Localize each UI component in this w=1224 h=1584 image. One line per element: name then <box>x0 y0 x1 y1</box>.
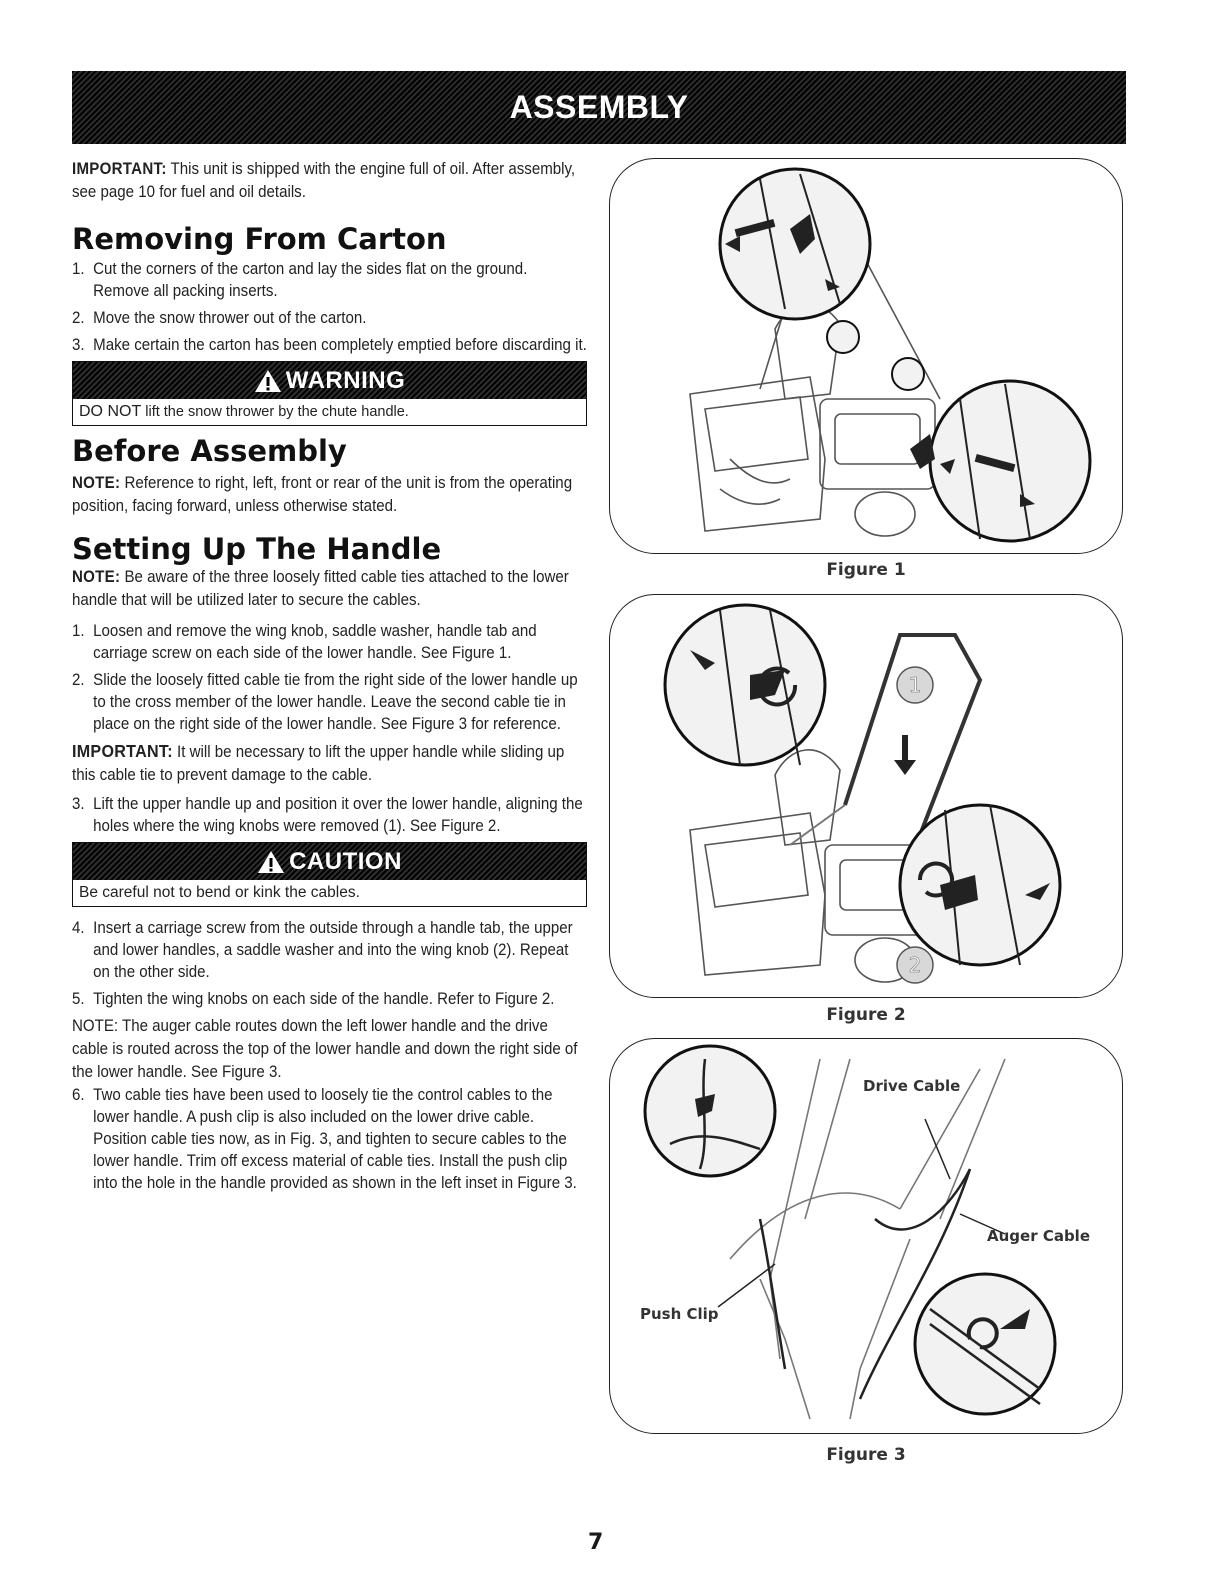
list-item: 1. Cut the corners of the carton and lay the sides flat on the ground. Remove all packing inserts. <box>72 260 528 300</box>
handle-steps-c <box>72 917 587 1010</box>
handle-steps-d <box>72 1084 587 1194</box>
text-column <box>72 158 587 1199</box>
auger-cable-label: Auger Cable <box>987 1227 1091 1245</box>
down-arrow-icon <box>894 735 916 775</box>
figure-1-caption: Figure 1 <box>826 560 906 580</box>
intro-text: This unit is shipped with the engine full of oil. After assembly, see page 10 for fuel and oil details. <box>72 160 576 201</box>
removing-heading: Removing From Carton <box>72 222 447 256</box>
figure-2-illustration <box>609 594 1123 998</box>
warning-header <box>73 362 586 399</box>
figure-1-illustration <box>609 158 1123 554</box>
warning-text: DO NOT lift the snow thrower by the chute handle. <box>79 403 409 420</box>
page-number: 7 <box>588 1530 604 1555</box>
caution-title: CAUTION <box>289 847 402 875</box>
handle-steps-a <box>72 620 587 735</box>
note2-paragraph: NOTE: The auger cable routes down the left lower handle and the drive cable is routed across the top of the lower handle and down the right side of the lower handle. See Figure 3. <box>72 1017 578 1081</box>
handle-heading: Setting Up The Handle <box>72 532 442 566</box>
list-item: 6. Two cable ties have been used to loosely tie the control cables to the lower handle. A push clip is also included on the lower drive cable. Position cable ties now, as in Fig. 3, and tighten to secure cables to the lower handle. Trim off excess material of cable ties. Install the push clip into the hole in the handle provided as shown in the left inset in Figure 3. <box>72 1086 577 1192</box>
intro-label: IMPORTANT: <box>72 160 167 178</box>
figure-3-illustration <box>609 1038 1123 1434</box>
banner-title: ASSEMBLY <box>509 89 689 125</box>
section-banner <box>72 71 1126 144</box>
caution-box <box>72 842 587 907</box>
warning-title: WARNING <box>285 366 406 394</box>
before-note: NOTE: Reference to right, left, front or rear of the unit is from the operating position, facing forward, unless otherwise stated. <box>72 474 573 515</box>
handle-steps-b <box>72 793 587 837</box>
callout-1: 1 <box>908 673 922 697</box>
before-heading: Before Assembly <box>72 434 347 468</box>
push-clip-label: Push Clip <box>640 1305 719 1323</box>
handle-note: NOTE: Be aware of the three loosely fitted cable ties attached to the lower handle that will be utilized later to secure the cables. <box>72 568 569 609</box>
warning-triangle-icon <box>254 369 282 393</box>
list-item: 5. Tighten the wing knobs on each side of the handle. Refer to Figure 2. <box>72 990 555 1008</box>
caution-text: Be careful not to bend or kink the cables. <box>79 884 360 901</box>
drive-cable-label: Drive Cable <box>863 1077 961 1095</box>
list-item: 2. Move the snow thrower out of the carton. <box>72 309 367 327</box>
removing-steps <box>72 258 587 356</box>
intro-paragraph <box>72 158 587 204</box>
figure-3-caption: Figure 3 <box>826 1445 906 1465</box>
list-item: 4. Insert a carriage screw from the outside through a handle tab, the upper and lower handles, a saddle washer and into the wing knob (2). Repeat on the other side. <box>72 919 573 981</box>
callout-2: 2 <box>908 953 922 977</box>
warning-triangle-icon <box>257 850 285 874</box>
list-item: 1. Loosen and remove the wing knob, saddle washer, handle tab and carriage screw on each side of the lower handle. See Figure 1. <box>72 622 537 662</box>
important-paragraph: IMPORTANT: It will be necessary to lift the upper handle while sliding up this cable tie to prevent damage to the cable. <box>72 741 565 784</box>
figure-2-caption: Figure 2 <box>826 1005 906 1025</box>
list-item: 3. Lift the upper handle up and position it over the lower handle, aligning the holes where the wing knobs were removed (1). See Figure 2. <box>72 795 583 835</box>
caution-header <box>73 843 586 880</box>
list-item: 2. Slide the loosely fitted cable tie from the right side of the lower handle up to the cross member of the lower handle. Leave the second cable tie in place on the right side of the lower handle. See Figure 3 for reference. <box>72 671 578 733</box>
list-item: 3. Make certain the carton has been completely emptied before discarding it. <box>72 336 587 354</box>
warning-box <box>72 361 587 426</box>
